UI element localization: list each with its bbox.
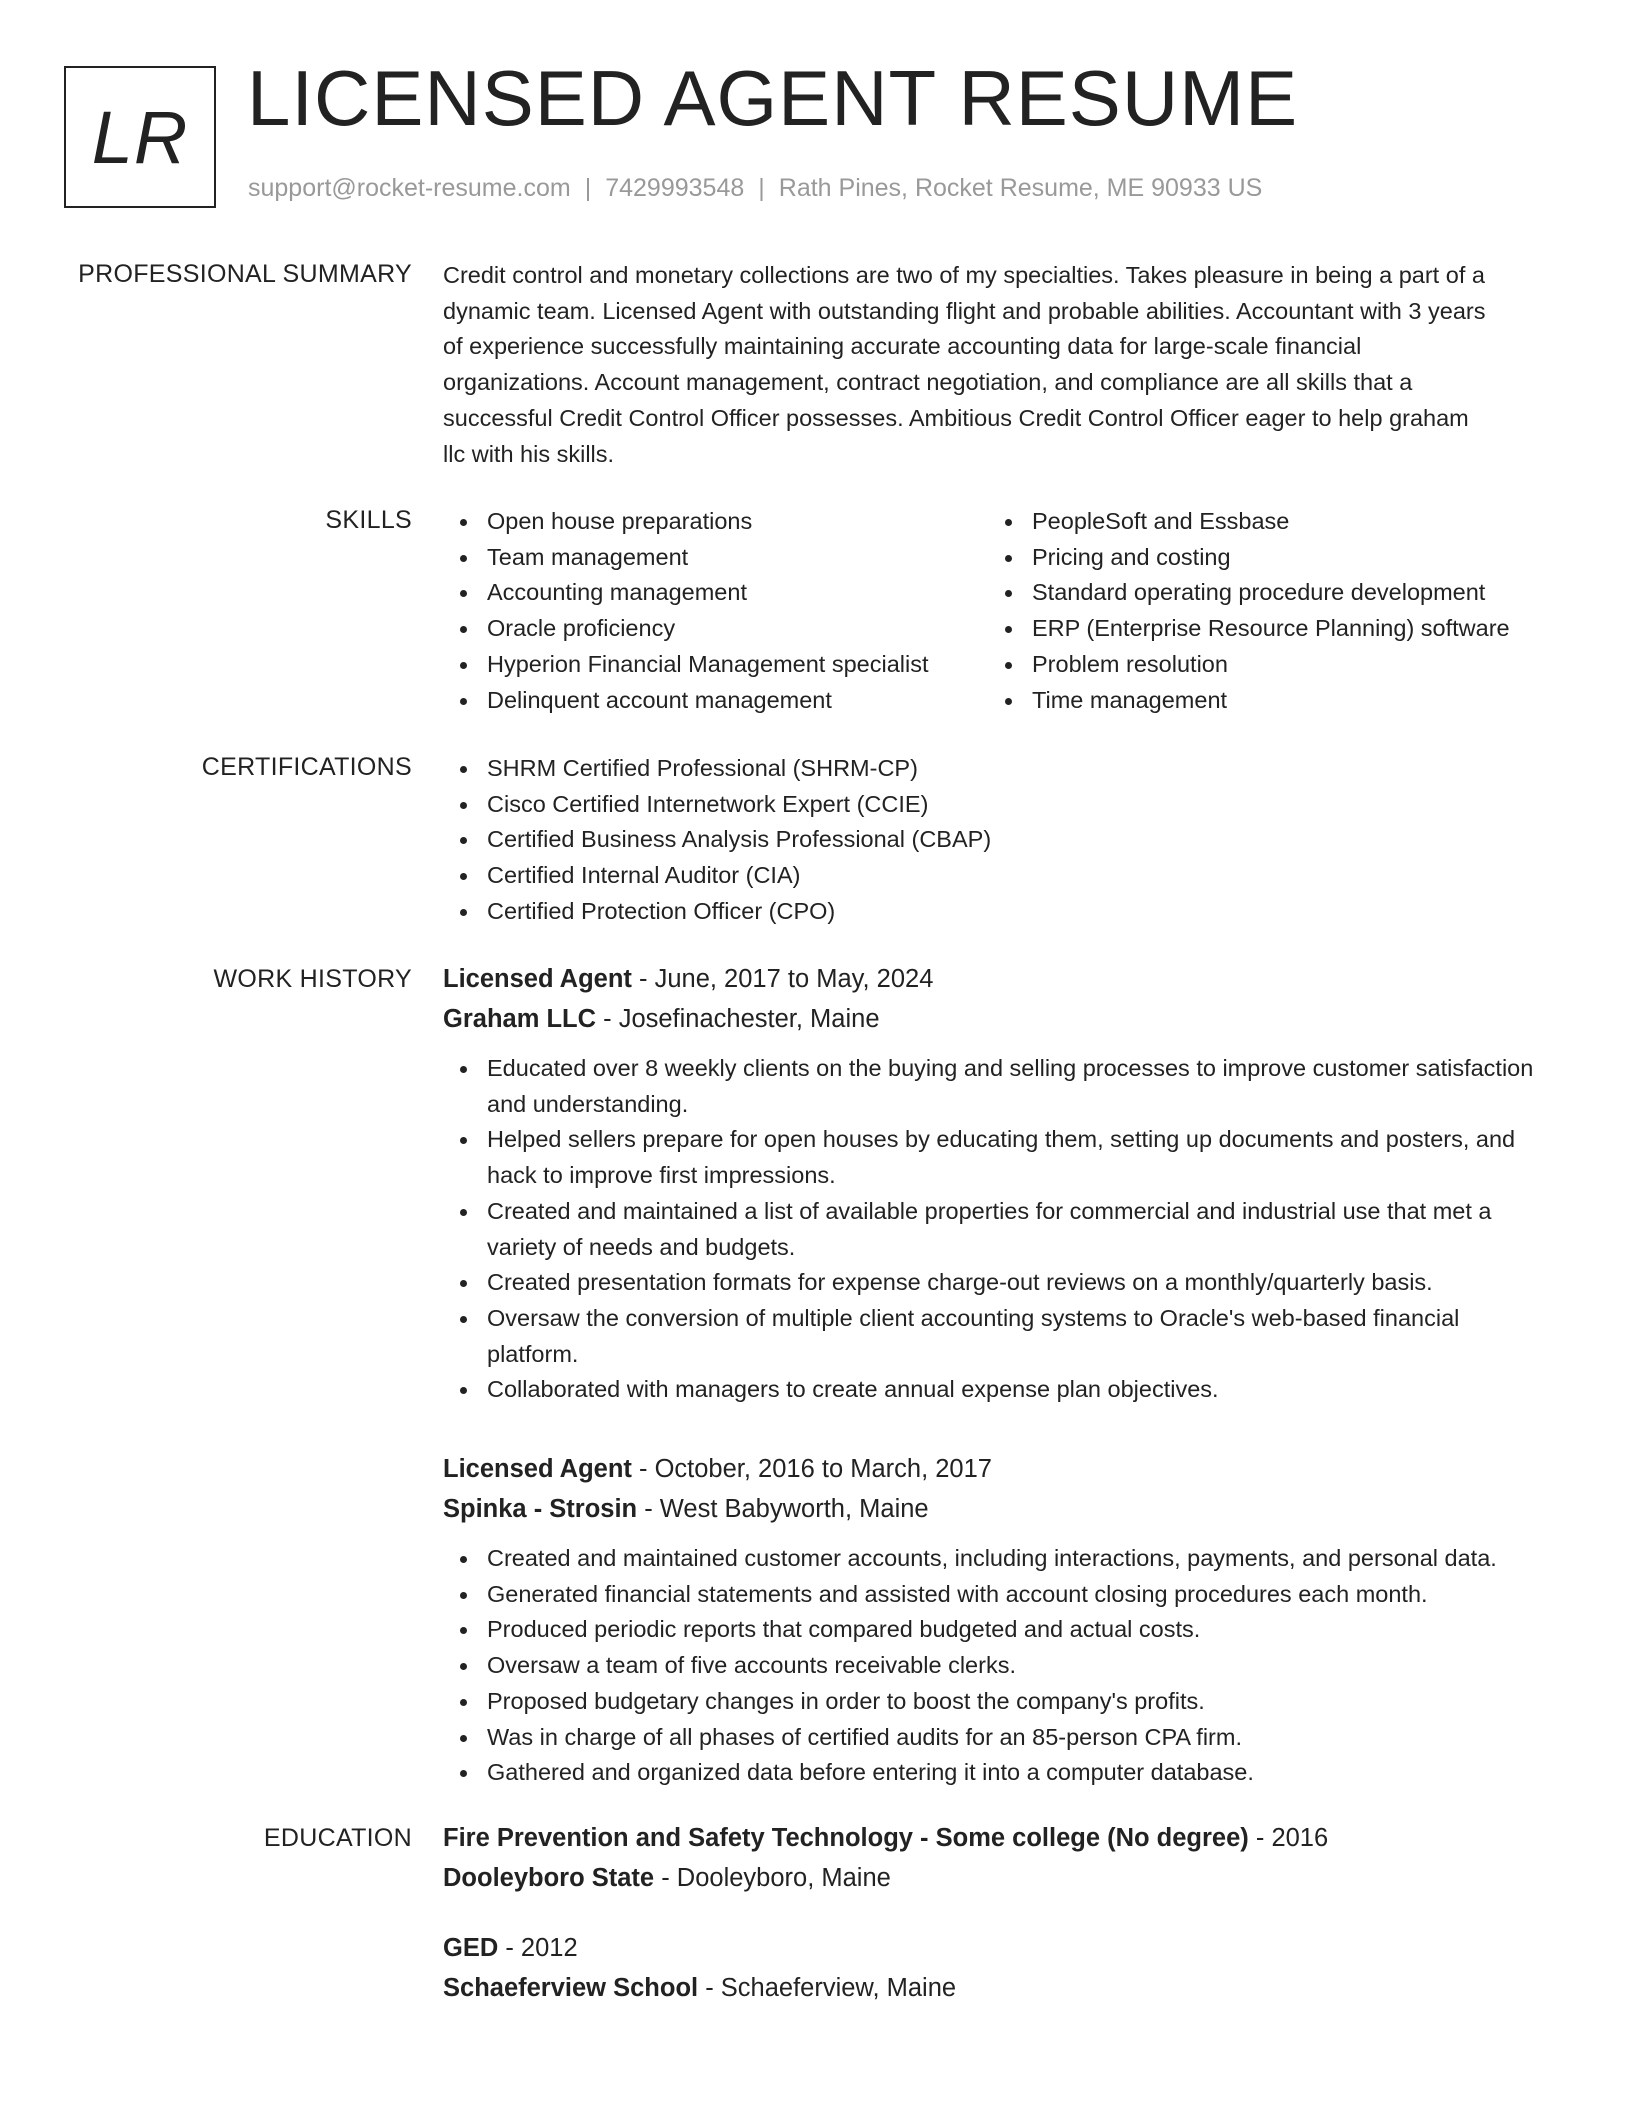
summary-line: llc with his skills. bbox=[443, 440, 615, 467]
degree-line bbox=[443, 1818, 1553, 1858]
duty-item: Created and maintained a list of available properties for commercial and industrial use that met a variety of needs and budgets. bbox=[443, 1194, 1553, 1265]
resume-title: LICENSED AGENT RESUME bbox=[247, 54, 1299, 142]
contact-line bbox=[248, 174, 1262, 203]
duty-item: Created presentation formats for expense charge-out reviews on a monthly/quarterly basis. bbox=[443, 1265, 1553, 1301]
duty-item: Collaborated with managers to create annual expense plan objectives. bbox=[443, 1372, 1553, 1408]
job-duties bbox=[443, 1051, 1553, 1408]
skill-item: Time management bbox=[988, 683, 1548, 719]
monogram-box bbox=[64, 66, 216, 208]
skills-list-right bbox=[988, 504, 1548, 718]
company-name: Spinka - Strosin bbox=[443, 1495, 638, 1524]
certification-item: SHRM Certified Professional (SHRM-CP) bbox=[443, 751, 1553, 787]
company-location: - West Babyworth, Maine bbox=[637, 1495, 929, 1524]
job-entry bbox=[443, 959, 1553, 1408]
summary-text bbox=[443, 258, 1553, 472]
section-heading: WORK HISTORY bbox=[213, 965, 412, 993]
skill-item: PeopleSoft and Essbase bbox=[988, 504, 1548, 540]
skill-item: Delinquent account management bbox=[443, 683, 988, 719]
duty-item: Produced periodic reports that compared budgeted and actual costs. bbox=[443, 1612, 1553, 1648]
skill-item: Team management bbox=[443, 540, 988, 576]
duty-item: Was in charge of all phases of certified audits for an 85-person CPA firm. bbox=[443, 1720, 1553, 1756]
degree: Fire Prevention and Safety Technology - Some college (No degree) bbox=[443, 1824, 1249, 1852]
skills-columns bbox=[443, 504, 1553, 718]
job-title-line bbox=[443, 959, 1553, 999]
job-dates: - October, 2016 to March, 2017 bbox=[631, 1455, 992, 1484]
job-title-line bbox=[443, 1449, 1553, 1489]
duty-item: Helped sellers prepare for open houses by educating them, setting up documents and posters, and hack to improve first impressions. bbox=[443, 1122, 1553, 1193]
job-title: Licensed Agent bbox=[443, 1455, 632, 1484]
school-location: - Dooleyboro, Maine bbox=[654, 1864, 891, 1892]
degree: GED bbox=[443, 1934, 499, 1962]
job-dates: - June, 2017 to May, 2024 bbox=[631, 965, 934, 993]
address: Rath Pines, Rocket Resume, ME 90933 US bbox=[778, 174, 1263, 202]
skill-item: Problem resolution bbox=[988, 647, 1548, 683]
skills-list-left bbox=[443, 504, 988, 718]
education-entry bbox=[443, 1928, 1553, 2008]
phone-number: 7429993548 bbox=[605, 174, 745, 202]
job-duties bbox=[443, 1541, 1553, 1791]
education-body bbox=[443, 1818, 1553, 2008]
certifications-body bbox=[443, 751, 1553, 930]
degree-line bbox=[443, 1928, 1553, 1968]
graduation-year: - 2016 bbox=[1248, 1824, 1329, 1852]
school-line bbox=[443, 1968, 1553, 2008]
company-location: - Josefinachester, Maine bbox=[596, 1005, 880, 1033]
skill-item: Oracle proficiency bbox=[443, 611, 988, 647]
school-location: - Schaeferview, Maine bbox=[698, 1974, 957, 2002]
duty-item: Gathered and organized data before entering it into a computer database. bbox=[443, 1755, 1553, 1791]
summary-line: organizations. Account management, contract negotiation, and compliance are all skills that a bbox=[443, 369, 1413, 396]
certification-item: Cisco Certified Internetwork Expert (CCIE) bbox=[443, 787, 1553, 823]
school-line bbox=[443, 1858, 1553, 1898]
duty-item: Generated financial statements and assisted with account closing procedures each month. bbox=[443, 1577, 1553, 1613]
summary-line: dynamic team. Licensed Agent with outstanding flight and probable abilities. Accountant with 3 years bbox=[443, 297, 1486, 324]
job-entry bbox=[443, 1449, 1553, 1791]
company-name: Graham LLC bbox=[443, 1005, 597, 1033]
skill-item: ERP (Enterprise Resource Planning) software bbox=[988, 611, 1548, 647]
duty-item: Oversaw the conversion of multiple client accounting systems to Oracle's web-based financial platform. bbox=[443, 1301, 1553, 1372]
duty-item: Proposed budgetary changes in order to boost the company's profits. bbox=[443, 1684, 1553, 1720]
duty-item: Oversaw a team of five accounts receivable clerks. bbox=[443, 1648, 1553, 1684]
company-line bbox=[443, 999, 1553, 1039]
certification-item: Certified Business Analysis Professional (CBAP) bbox=[443, 822, 1553, 858]
skill-item: Standard operating procedure development bbox=[988, 575, 1548, 611]
summary-line: of experience successfully maintaining accurate accounting data for large-scale financial bbox=[443, 333, 1362, 360]
work-history-body bbox=[443, 959, 1553, 1791]
graduation-year: - 2012 bbox=[498, 1934, 578, 1962]
skill-item: Hyperion Financial Management specialist bbox=[443, 647, 988, 683]
separator: | bbox=[758, 174, 765, 202]
duty-item: Educated over 8 weekly clients on the buying and selling processes to improve customer satisfaction and understanding. bbox=[443, 1051, 1553, 1122]
company-line bbox=[443, 1489, 1553, 1529]
summary-line: successful Credit Control Officer possesses. Ambitious Credit Control Officer eager to help graham bbox=[443, 404, 1469, 431]
certification-item: Certified Internal Auditor (CIA) bbox=[443, 858, 1553, 894]
job-title: Licensed Agent bbox=[443, 965, 632, 993]
certifications-list bbox=[443, 751, 1553, 930]
email-link[interactable]: support@rocket-resume.com bbox=[248, 174, 571, 202]
initials: LR bbox=[91, 95, 189, 179]
section-heading: CERTIFICATIONS bbox=[201, 753, 412, 781]
duty-item: Created and maintained customer accounts, including interactions, payments, and personal data. bbox=[443, 1541, 1553, 1577]
section-heading: PROFESSIONAL SUMMARY bbox=[78, 260, 412, 288]
skill-item: Accounting management bbox=[443, 575, 988, 611]
section-heading: EDUCATION bbox=[263, 1824, 412, 1852]
education-entry bbox=[443, 1818, 1553, 1898]
school-name: Schaeferview School bbox=[443, 1974, 699, 2002]
summary-line: Credit control and monetary collections are two of my specialties. Takes pleasure in being a part of a bbox=[443, 262, 1485, 288]
separator: | bbox=[584, 174, 592, 202]
school-name: Dooleyboro State bbox=[443, 1864, 655, 1892]
certification-item: Certified Protection Officer (CPO) bbox=[443, 894, 1553, 930]
skill-item: Pricing and costing bbox=[988, 540, 1548, 576]
section-heading: SKILLS bbox=[325, 506, 412, 534]
skill-item: Open house preparations bbox=[443, 504, 988, 540]
